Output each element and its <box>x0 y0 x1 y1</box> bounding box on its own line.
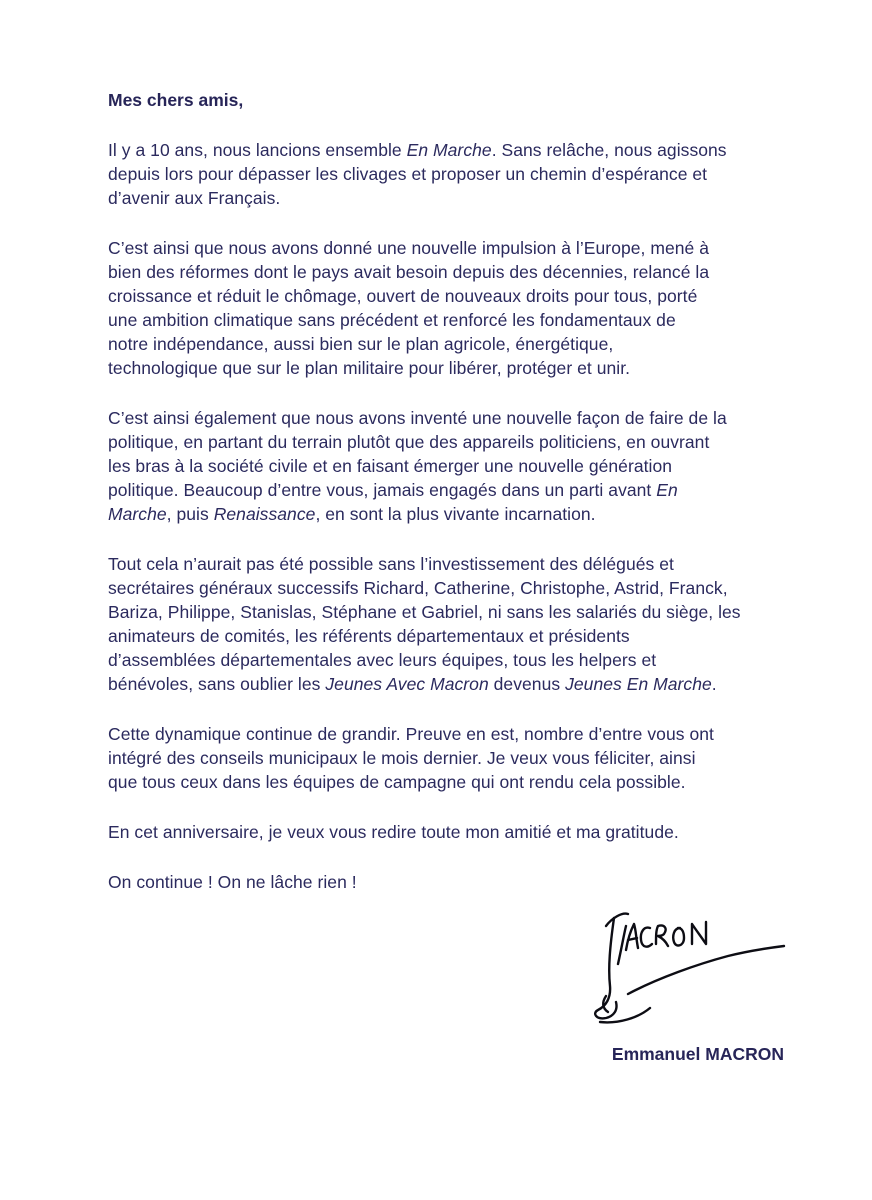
text-line <box>108 356 788 380</box>
text-run: une ambition climatique sans précédent et renforcé les fondamentaux de <box>108 310 676 330</box>
text-line <box>108 770 788 794</box>
text-run: bien des réformes dont le pays avait besoin depuis des décennies, relancé la <box>108 262 710 282</box>
signer-name: Emmanuel MACRON <box>611 1044 784 1064</box>
text-run: politique, en partant du terrain plutôt que des appareils politiciens, en ouvrant <box>108 432 710 452</box>
text-run: Tout cela n’aurait pas été possible sans l’investissement des délégués et <box>108 554 674 574</box>
text-line <box>108 648 788 672</box>
text-run: , puis <box>166 504 214 524</box>
paragraph <box>108 138 788 210</box>
text-line <box>108 332 788 356</box>
text-run: notre indépendance, aussi bien sur le plan agricole, énergétique, <box>108 334 614 354</box>
text-run: En <box>656 480 678 500</box>
text-run: En cet anniversaire, je veux vous redire toute mon amitié et ma gratitude. <box>108 822 679 842</box>
text-run: . Sans relâche, nous agissons <box>491 140 727 160</box>
text-run: Il y a 10 ans, nous lancions ensemble <box>108 140 407 160</box>
text-run: Marche <box>108 504 167 524</box>
text-run: d’avenir aux Français. <box>108 188 281 208</box>
text-line <box>108 454 788 478</box>
paragraph <box>108 722 788 794</box>
text-line <box>108 624 788 648</box>
text-line <box>108 746 788 770</box>
text-run: depuis lors pour dépasser les clivages et proposer un chemin d’espérance et <box>108 164 708 184</box>
handwritten-signature <box>588 906 788 1036</box>
paragraph <box>108 820 788 844</box>
salutation: Mes chers amis, <box>108 90 244 110</box>
text-run: politique. Beaucoup d’entre vous, jamais engagés dans un parti avant <box>108 480 657 500</box>
text-run: Renaissance <box>213 504 316 524</box>
text-run: En Marche <box>406 140 492 160</box>
text-run: C’est ainsi également que nous avons inventé une nouvelle façon de faire de la <box>108 408 727 428</box>
text-line <box>108 284 788 308</box>
text-line <box>108 430 788 454</box>
text-run: les bras à la société civile et en faisant émerger une nouvelle génération <box>108 456 673 476</box>
text-run: Jeunes Avec Macron <box>325 674 489 694</box>
text-run: technologique que sur le plan militaire pour libérer, protéger et unir. <box>108 358 631 378</box>
text-run: devenus <box>488 674 566 694</box>
text-line <box>108 478 788 502</box>
text-line <box>108 406 788 430</box>
text-run: d’assemblées départementales avec leurs équipes, tous les helpers et <box>108 650 657 670</box>
paragraph <box>108 870 788 894</box>
text-run: Jeunes En Marche <box>565 674 712 694</box>
paragraph <box>108 236 788 380</box>
text-run: intégré des conseils municipaux le mois dernier. Je veux vous féliciter, ainsi <box>108 748 696 768</box>
text-line <box>108 722 788 746</box>
text-run: . <box>711 674 717 694</box>
text-line <box>108 186 788 210</box>
text-line <box>108 308 788 332</box>
text-run: C’est ainsi que nous avons donné une nouvelle impulsion à l’Europe, mené à <box>108 238 710 258</box>
text-line <box>108 576 788 600</box>
text-run: animateurs de comités, les référents départementaux et présidents <box>108 626 630 646</box>
text-run: secrétaires généraux successifs Richard, Catherine, Christophe, Astrid, Franck, <box>108 578 728 598</box>
text-line <box>108 672 788 696</box>
text-run: Bariza, Philippe, Stanislas, Stéphane et Gabriel, ni sans les salariés du siège, les <box>108 602 741 622</box>
letter-body <box>108 88 788 894</box>
paragraphs <box>108 138 788 894</box>
text-line <box>108 502 788 526</box>
text-line <box>108 870 788 894</box>
text-line <box>108 600 788 624</box>
text-line <box>108 552 788 576</box>
text-line <box>108 260 788 284</box>
text-line <box>108 236 788 260</box>
text-run: On continue ! On ne lâche rien ! <box>108 872 357 892</box>
paragraph <box>108 406 788 526</box>
text-line <box>108 162 788 186</box>
paragraph <box>108 552 788 696</box>
text-run: bénévoles, sans oublier les <box>108 674 326 694</box>
text-run: , en sont la plus vivante incarnation. <box>315 504 596 524</box>
text-line <box>108 820 788 844</box>
text-run: que tous ceux dans les équipes de campagne qui ont rendu cela possible. <box>108 772 686 792</box>
text-run: croissance et réduit le chômage, ouvert de nouveaux droits pour tous, porté <box>108 286 698 306</box>
text-line <box>108 138 788 162</box>
text-run: Cette dynamique continue de grandir. Preuve en est, nombre d’entre vous ont <box>108 724 714 744</box>
